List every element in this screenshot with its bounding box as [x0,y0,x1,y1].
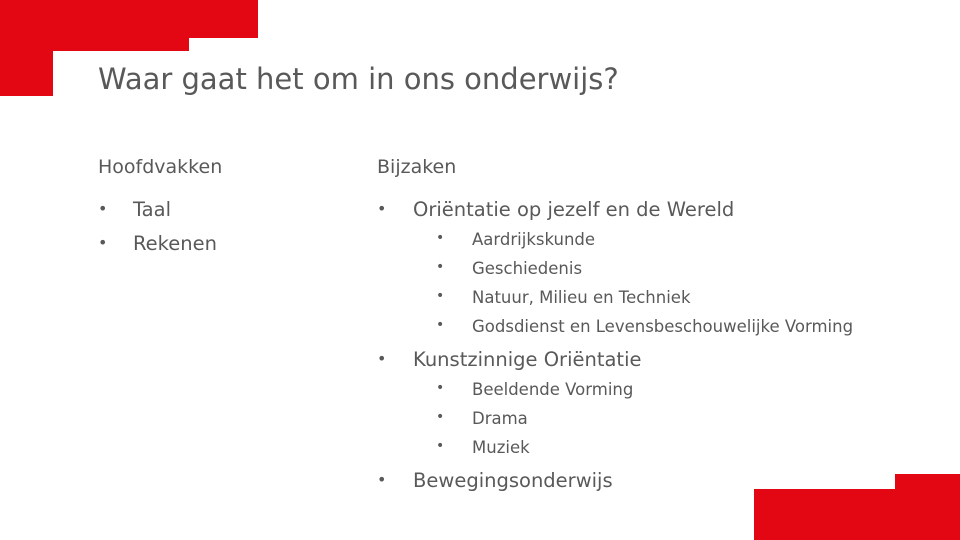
list-item-label: Taal [133,198,172,221]
bullet-icon: • [436,317,445,333]
accent-block-top-left [0,51,53,96]
sub-item-label: Aardrijkskunde [472,230,596,249]
bullet-icon: • [436,409,445,425]
column-heading-hoofdvakken: Hoofdvakken [98,156,223,178]
list-item-label: Rekenen [133,232,217,255]
bullet-icon: • [436,259,445,275]
column-heading-bijzaken: Bijzaken [377,156,457,178]
bullet-icon: • [436,438,445,454]
bullet-icon: • [436,380,445,396]
slide-title: Waar gaat het om in ons onderwijs? [98,62,619,96]
bullet-icon: • [436,288,445,304]
accent-block-bottom-right [895,474,960,540]
bullet-icon: • [436,230,445,246]
accent-block-bottom-right [754,489,895,540]
sub-item-label: Beeldende Vorming [472,380,634,399]
accent-block-top-left [0,0,258,38]
sub-item-label: Geschiedenis [472,259,583,278]
sub-item-label: Natuur, Milieu en Techniek [472,288,691,307]
sub-item-label: Godsdienst en Levensbeschouwelijke Vorming [472,317,854,336]
sub-item-label: Drama [472,409,528,428]
sub-item-label: Muziek [472,438,530,457]
bullet-icon: • [377,349,387,368]
bullet-icon: • [98,233,108,252]
bullet-icon: • [377,199,387,218]
section-label: Kunstzinnige Oriëntatie [413,348,642,371]
bullet-icon: • [98,199,108,218]
section-label: Bewegingsonderwijs [413,469,613,492]
accent-block-top-left [0,38,189,51]
bullet-icon: • [377,470,387,489]
section-label: Oriëntatie op jezelf en de Wereld [413,198,735,221]
